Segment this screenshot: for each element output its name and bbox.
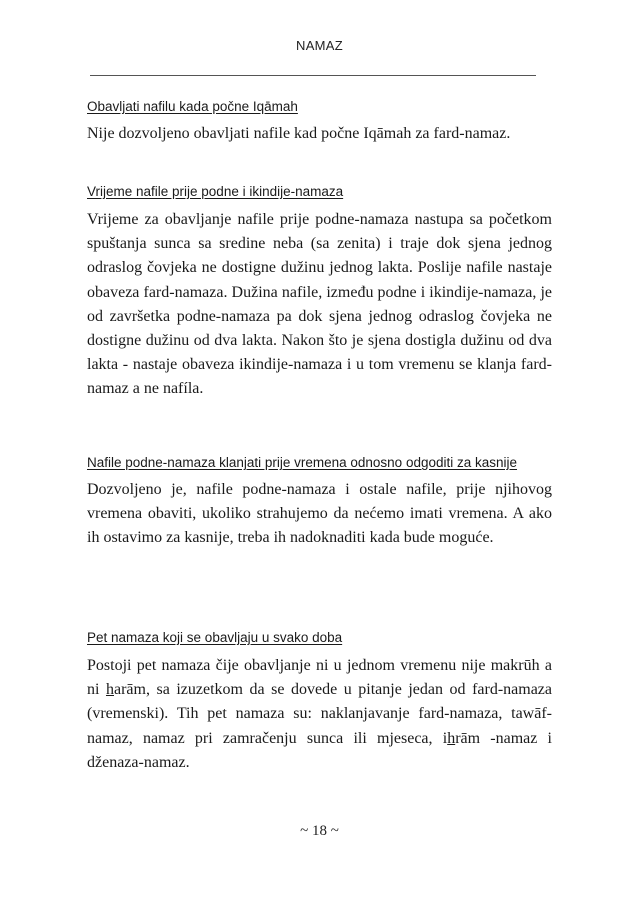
body-text: arām, sa izuzetkom da se dovede u pitanje jedan od fard-namaza (vremenski). Tih pet namaza su: naklanjavanje fard-namaza, tawāf-namaz, namaz pri zamračenju sunca ili mjeseca, i xyxy=(87,681,552,747)
section-body xyxy=(87,654,552,775)
section-heading: Pet namaza koji se obavljaju u svako doba xyxy=(87,630,343,645)
section-iqamah xyxy=(87,97,552,146)
body-text: Postoji pet namaza čije obavljanje ni u jednom vremenu nije makrūh a ni xyxy=(87,657,552,699)
header-rule xyxy=(90,75,536,76)
section-body: Nije dozvoljeno obavljati nafile kad počne Iqāmah za fard-namaz. xyxy=(87,125,511,142)
document-page xyxy=(87,0,552,901)
section-heading: Vrijeme nafile prije podne i ikindije-namaza xyxy=(87,184,344,199)
underlined-letter: h xyxy=(105,681,114,699)
body-text: rām -namaz i dženaza-namaz. xyxy=(87,729,552,771)
section-nafila-timing xyxy=(87,453,552,551)
section-nafila-time xyxy=(87,182,552,402)
section-heading: Nafile podne-namaza klanjati prije vremena odnosno odgoditi za kasnije xyxy=(87,455,518,470)
section-body: Vrijeme za obavljanje nafile prije podne-namaza nastupa sa početkom spuštanja sunca sa sredine neba (sa zenita) i traje dok sjena jednog odraslog čovjeka ne dostigne dužinu jednog lakta. Poslije nafile nastaje obaveza fard-namaza. Dužina nafile, između podne i ikindije-namaza, je od završetka podne-namaza pa dok sjena jednog odraslog čovjeka ne dostigne dužinu od dva lakta. Nakon što je sjena dostigla dužinu od dva lakta - nastaje obaveza ikindije-namaza i u tom vremenu se klanja fard-namaz a ne nafíla. xyxy=(87,211,552,398)
page-number: ~ 18 ~ xyxy=(300,823,339,839)
section-body: Dozvoljeno je, nafile podne-namaza i ostale nafile, prije njihovog vremena obaviti, ukoliko strahujemo da nećemo imati vremena. A ako ih ostavimo za kasnije, treba ih nadoknaditi kada bude moguće. xyxy=(87,481,552,547)
running-header-title: NAMAZ xyxy=(296,38,343,53)
section-heading: Obavljati nafilu kada počne Iqāmah xyxy=(87,99,298,114)
underlined-letter: h xyxy=(447,729,456,747)
section-five-prayers xyxy=(87,628,552,775)
